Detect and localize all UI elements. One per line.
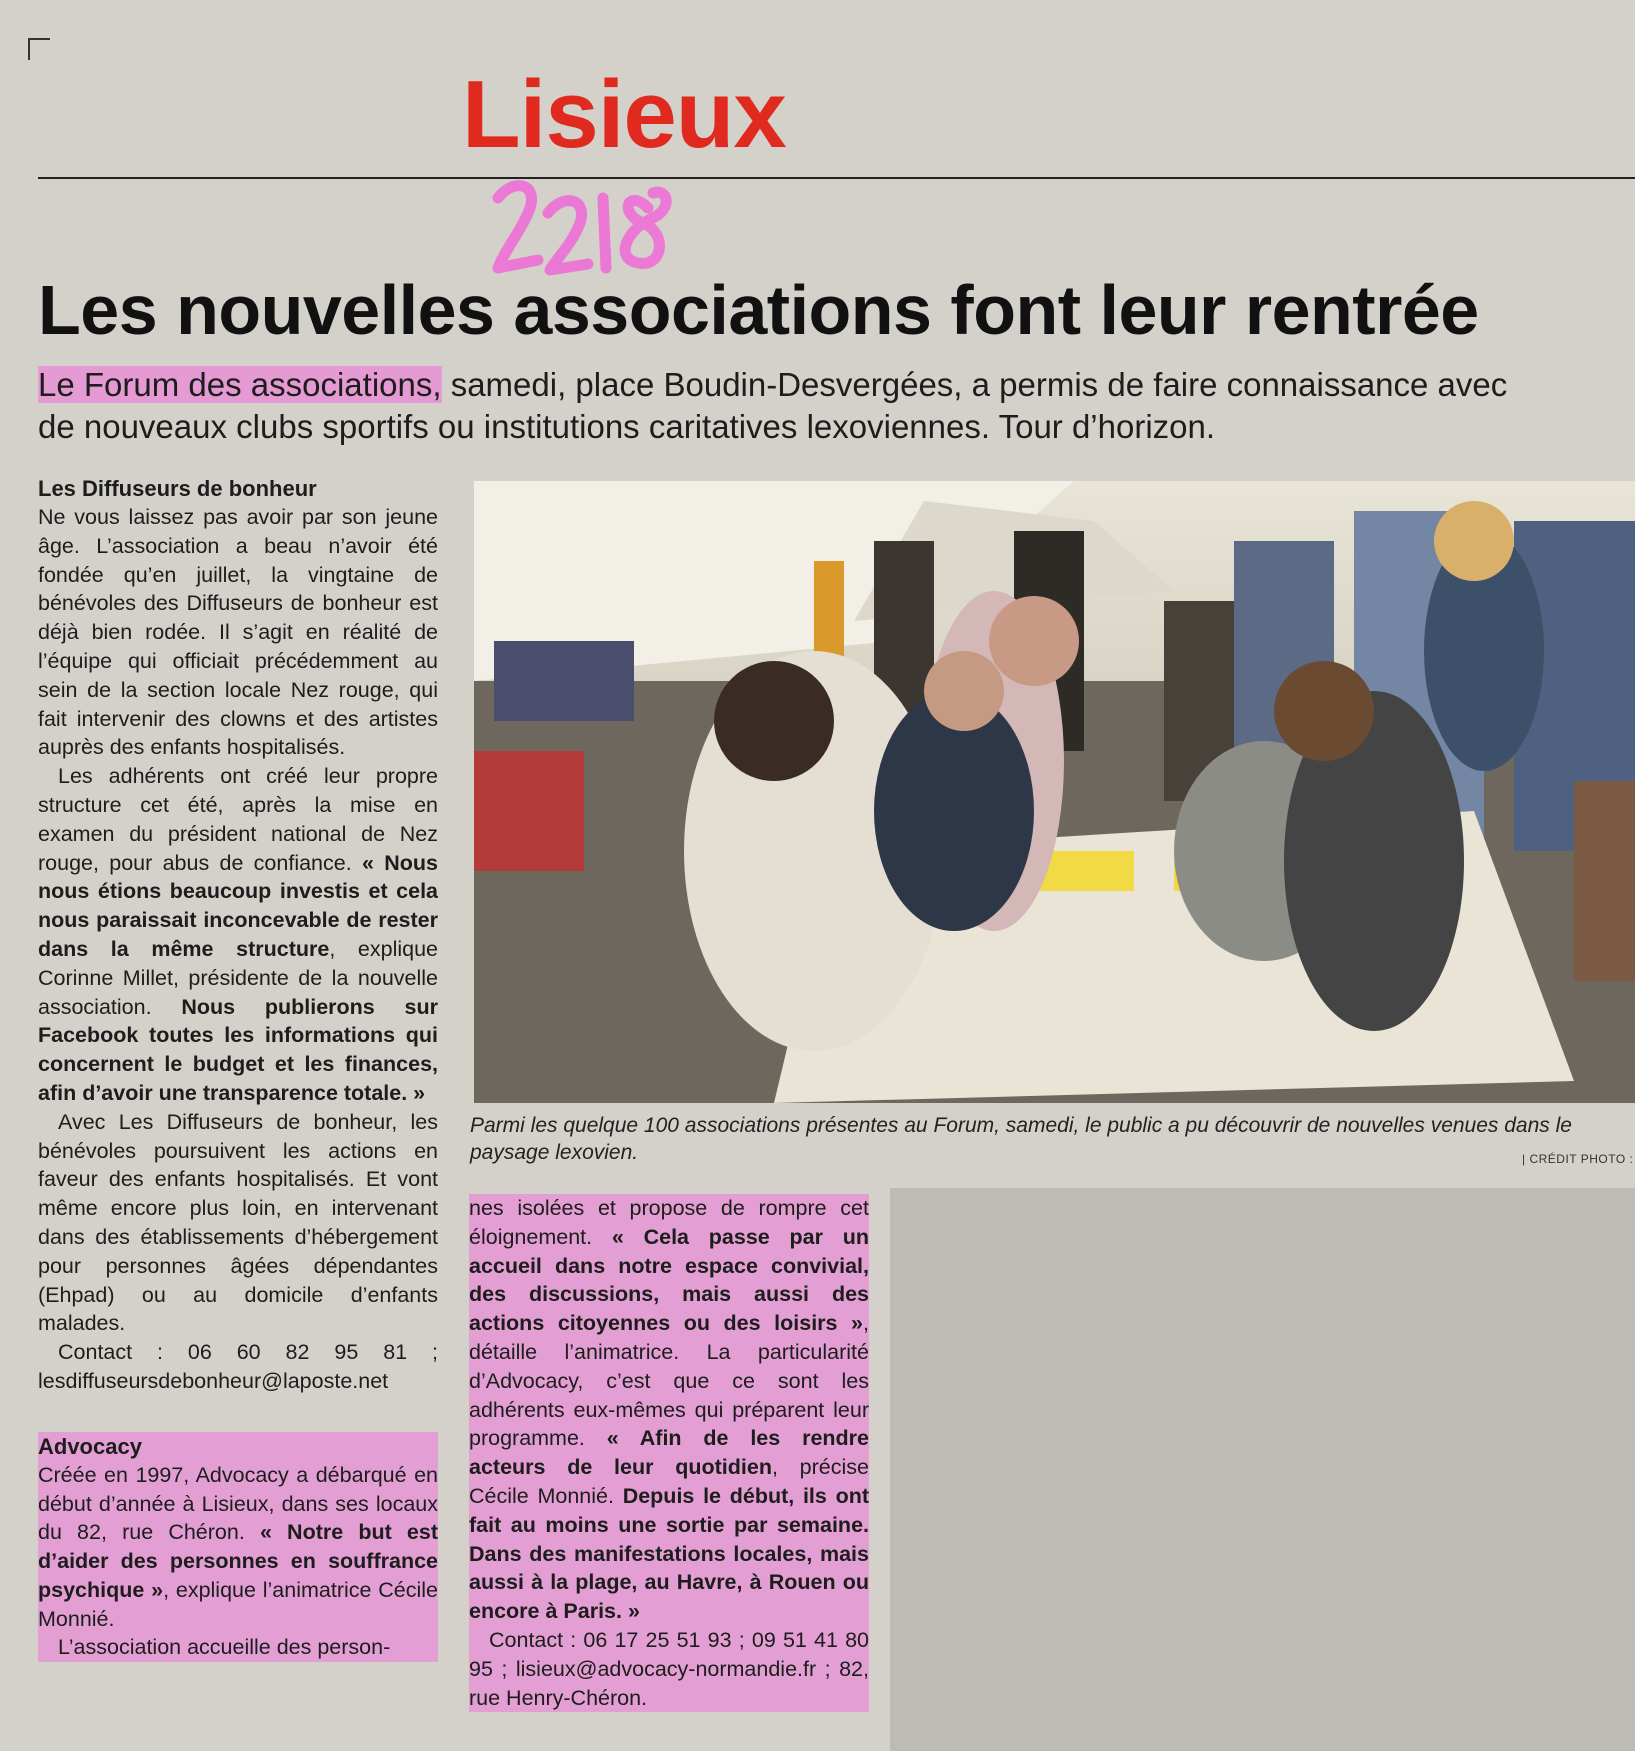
highlighted-block bbox=[38, 1432, 438, 1663]
text-column-2 bbox=[469, 1194, 869, 1712]
diffuseurs-paragraph-2 bbox=[38, 762, 438, 1108]
photo-caption: Parmi les quelque 100 associations présentes au Forum, samedi, le public a pu découvrir de nouvelles venues dans le paysage lexovien. bbox=[470, 1114, 1572, 1164]
paragraph-text: Créée en 1997, Advocacy a débarqué en début d’année à Lisieux, dans ses locaux du 82, rue Chéron. bbox=[38, 1462, 438, 1545]
photo-illustration bbox=[474, 481, 1635, 1103]
section-title: Lisieux bbox=[462, 61, 786, 168]
lede-text: samedi, place Boudin-Desvergées, a permis de faire connaissance avec de nouveaux clubs sportifs ou institutions caritatives lexoviennes. Tour d’horizon. bbox=[38, 366, 1508, 445]
advocacy-contact: Contact : 06 17 25 51 93 ; 09 51 41 80 95 ; lisieux@advocacy-normandie.fr ; 82, rue Henry-Chéron. bbox=[469, 1627, 869, 1710]
quote-text: « Notre but est d’aider des personnes en souffrance psychique » bbox=[38, 1520, 438, 1602]
crop-mark bbox=[28, 38, 50, 60]
quote-text: « Cela passe par un accueil dans notre espace convivial, des discussions, mais aussi des actions citoyennes ou des loisirs » bbox=[469, 1224, 869, 1336]
lede-highlighted-text: Le Forum des associations, bbox=[38, 366, 442, 403]
subhead-advocacy: Advocacy bbox=[38, 1433, 142, 1459]
paragraph-text: , explique Corinne Millet, présidente de la nouvelle association. bbox=[38, 936, 438, 1019]
text-column-1 bbox=[38, 474, 438, 1662]
header-rule bbox=[38, 177, 1635, 179]
diffuseurs-contact: Contact : 06 60 82 95 81 ; lesdiffuseursdebonheur@laposte.net bbox=[38, 1340, 438, 1393]
advocacy-paragraph-2-start: L’association accueille des person- bbox=[58, 1635, 391, 1660]
photo-credit: | CRÉDIT PHOTO : bbox=[1522, 1152, 1634, 1166]
article-headline: Les nouvelles associations font leur rentrée bbox=[38, 271, 1479, 349]
quote-text: Depuis le début, ils ont fait au moins une sortie par semaine. Dans des manifestations locales, mais aussi à la plage, au Havre, à Rouen ou encore à Paris. » bbox=[469, 1483, 870, 1624]
paragraph-text: , explique l’animatrice Cécile Monnié. bbox=[38, 1577, 438, 1631]
forum-photo bbox=[474, 481, 1635, 1103]
article-lede bbox=[38, 364, 1538, 448]
quote-text: Nous publierons sur Facebook toutes les informations qui concernent le budget et les finances, afin d’avoir une transparence totale. » bbox=[38, 994, 438, 1105]
highlighted-block bbox=[469, 1194, 869, 1712]
quote-text: « Nous nous étions beaucoup investis et cela nous paraissait inconcevable de rester dans la même structure bbox=[38, 850, 438, 961]
paragraph-text: , détaille l’animatrice. La particularité d’Advocacy, c’est que ce sont les adhérents eux-mêmes qui préparent leur programme. bbox=[469, 1311, 869, 1451]
diffuseurs-paragraph-3: Avec Les Diffuseurs de bonheur, les bénévoles poursuivent les actions en faveur des enfants hospitalisés. Et vont même encore plus loin, en intervenant dans des établissements d’hébergement pour personnes âgées dépendantes (Ehpad) ou au domicile d’enfants malades. bbox=[38, 1109, 438, 1336]
paragraph-text: Les adhérents ont créé leur propre structure cet été, après la mise en examen du président national de Nez rouge, pour abus de confiance. bbox=[38, 764, 438, 875]
advocacy-paragraph-2 bbox=[469, 1194, 869, 1626]
quote-text: « Afin de les rendre acteurs de leur quotidien bbox=[469, 1426, 869, 1480]
advocacy-paragraph-1 bbox=[38, 1461, 438, 1634]
subhead-diffuseurs: Les Diffuseurs de bonheur bbox=[38, 476, 317, 501]
diffuseurs-paragraph-1: Ne vous laissez pas avoir par son jeune âge. L’association a beau n’avoir été fondée qu’en juillet, la vingtaine de bénévoles des Diffuseurs de bonheur est déjà bien rodée. Il s’agit en réalité de l’équipe qui officiait précédemment au sein de la section locale Nez rouge, qui fait intervenir des clowns et des artistes auprès des enfants hospitalisés. bbox=[38, 505, 438, 760]
paragraph-text: , précise Cécile Monnié. bbox=[469, 1455, 869, 1508]
paragraph-text: nes isolées et propose de rompre cet éloignement. bbox=[469, 1196, 869, 1249]
blank-area bbox=[890, 1188, 1635, 1751]
